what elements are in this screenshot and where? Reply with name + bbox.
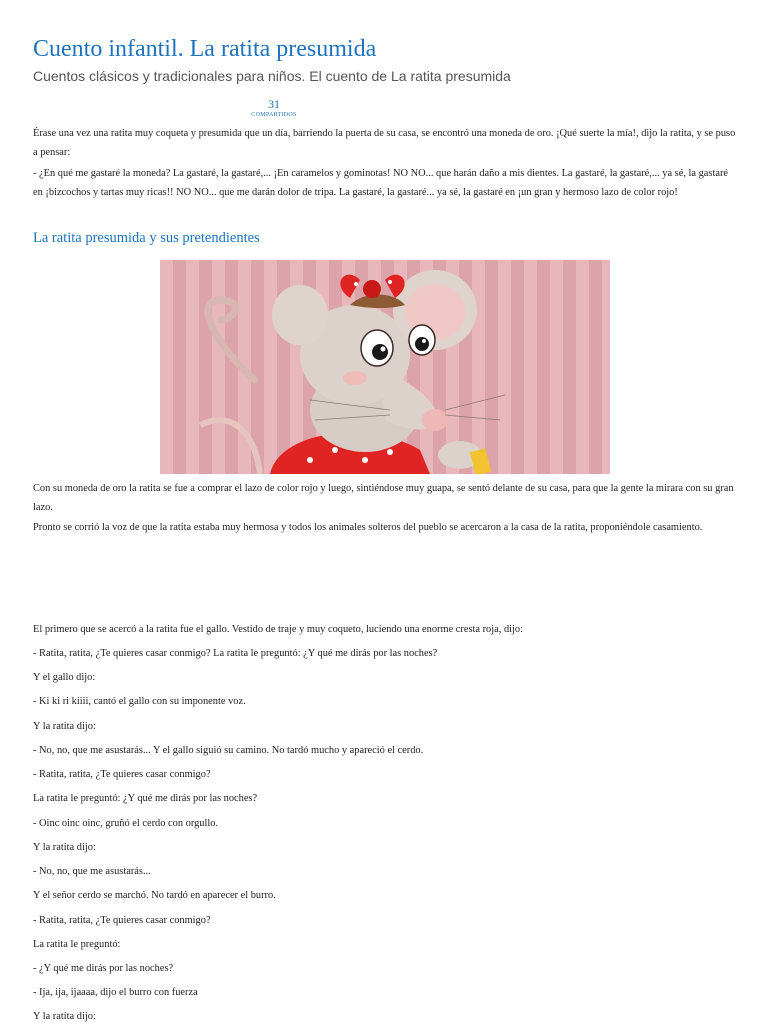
- section-heading: La ratita presumida y sus pretendientes: [33, 230, 260, 246]
- paragraph-intro-2: - ¿En qué me gastaré la moneda? La gastaré, la gastaré,... ¡En caramelos y gominotas! NO NO... que harán daño a mis dientes. La gastaré, la gastaré,... ya sé, la gastaré en ¡bizcochos y tartas muy ricas!! NO NO... que me darán dolor de tripa. La gastaré, la gastaré... ya sé, la gastaré en ¡un gran y hermoso lazo de color rojo!: [33, 168, 729, 198]
- dialogue-line: - ¿Y qué me dirás por las noches?: [33, 963, 174, 974]
- page-subtitle: Cuentos clásicos y tradicionales para niños. El cuento de La ratita presumida: [33, 68, 511, 84]
- dialogue-line: - Ratita, ratita, ¿Te quieres casar conmigo? La ratita le preguntó: ¿Y qué me dirás por las noches?: [33, 648, 438, 659]
- dialogue-line: Y la ratita dijo:: [33, 1011, 96, 1022]
- dialogue-line: Y el gallo dijo:: [33, 672, 96, 683]
- dialogue-line: - Oinc oinc oinc, gruñó el cerdo con orgullo.: [33, 818, 219, 829]
- share-label: COMPARTIDOS: [251, 112, 297, 118]
- paragraph-after-image-2: Pronto se corrió la voz de que la ratita estaba muy hermosa y todos los animales solteros del pueblo se acercaron a la casa de la ratita, proponiéndole casamiento.: [33, 522, 703, 533]
- dialogue-line: - Ija, ija, ijaaaa, dijo el burro con fuerza: [33, 987, 198, 998]
- dialogue-line: - Ki ki ri kiiii, cantó el gallo con su imponente voz.: [33, 696, 246, 707]
- paragraph-after-image-1: Con su moneda de oro la ratita se fue a comprar el lazo de color rojo y luego, sintiéndose muy guapa, se sentó delante de su casa, para que la gente la mirara con su gran lazo.: [33, 483, 734, 513]
- dialogue-line: - No, no, que me asustarás...: [33, 866, 151, 877]
- dialogue-line: La ratita le preguntó: ¿Y qué me dirás por las noches?: [33, 793, 258, 804]
- dialogue-line: Y el señor cerdo se marchó. No tardó en aparecer el burro.: [33, 890, 276, 901]
- paragraph-intro-1: Érase una vez una ratita muy coqueta y presumida que un día, barriendo la puerta de su casa, se encontró una moneda de oro. ¡Qué suerte la mía!, dijo la ratita, y se puso a pensar:: [33, 128, 736, 158]
- dialogue-line: El primero que se acercó a la ratita fue el gallo. Vestido de traje y muy coqueto, luciendo una enorme cresta roja, dijo:: [33, 624, 524, 635]
- dialogue-line: Y la ratita dijo:: [33, 721, 96, 732]
- page-title: Cuento infantil. La ratita presumida: [33, 36, 377, 62]
- dialogue-line: - Ratita, ratita, ¿Te quieres casar conmigo?: [33, 915, 211, 926]
- dialogue-line: La ratita le preguntó:: [33, 939, 121, 950]
- dialogue-line: Y la ratita dijo:: [33, 842, 96, 853]
- story-illustration: [160, 260, 610, 474]
- dialogue-line: - No, no, que me asustarás... Y el gallo siguió su camino. No tardó mucho y apareció el cerdo.: [33, 745, 424, 756]
- dialogue-line: - Ratita, ratita, ¿Te quieres casar conmigo?: [33, 769, 211, 780]
- share-counter[interactable]: [241, 98, 307, 118]
- share-count[interactable]: 31: [268, 97, 280, 111]
